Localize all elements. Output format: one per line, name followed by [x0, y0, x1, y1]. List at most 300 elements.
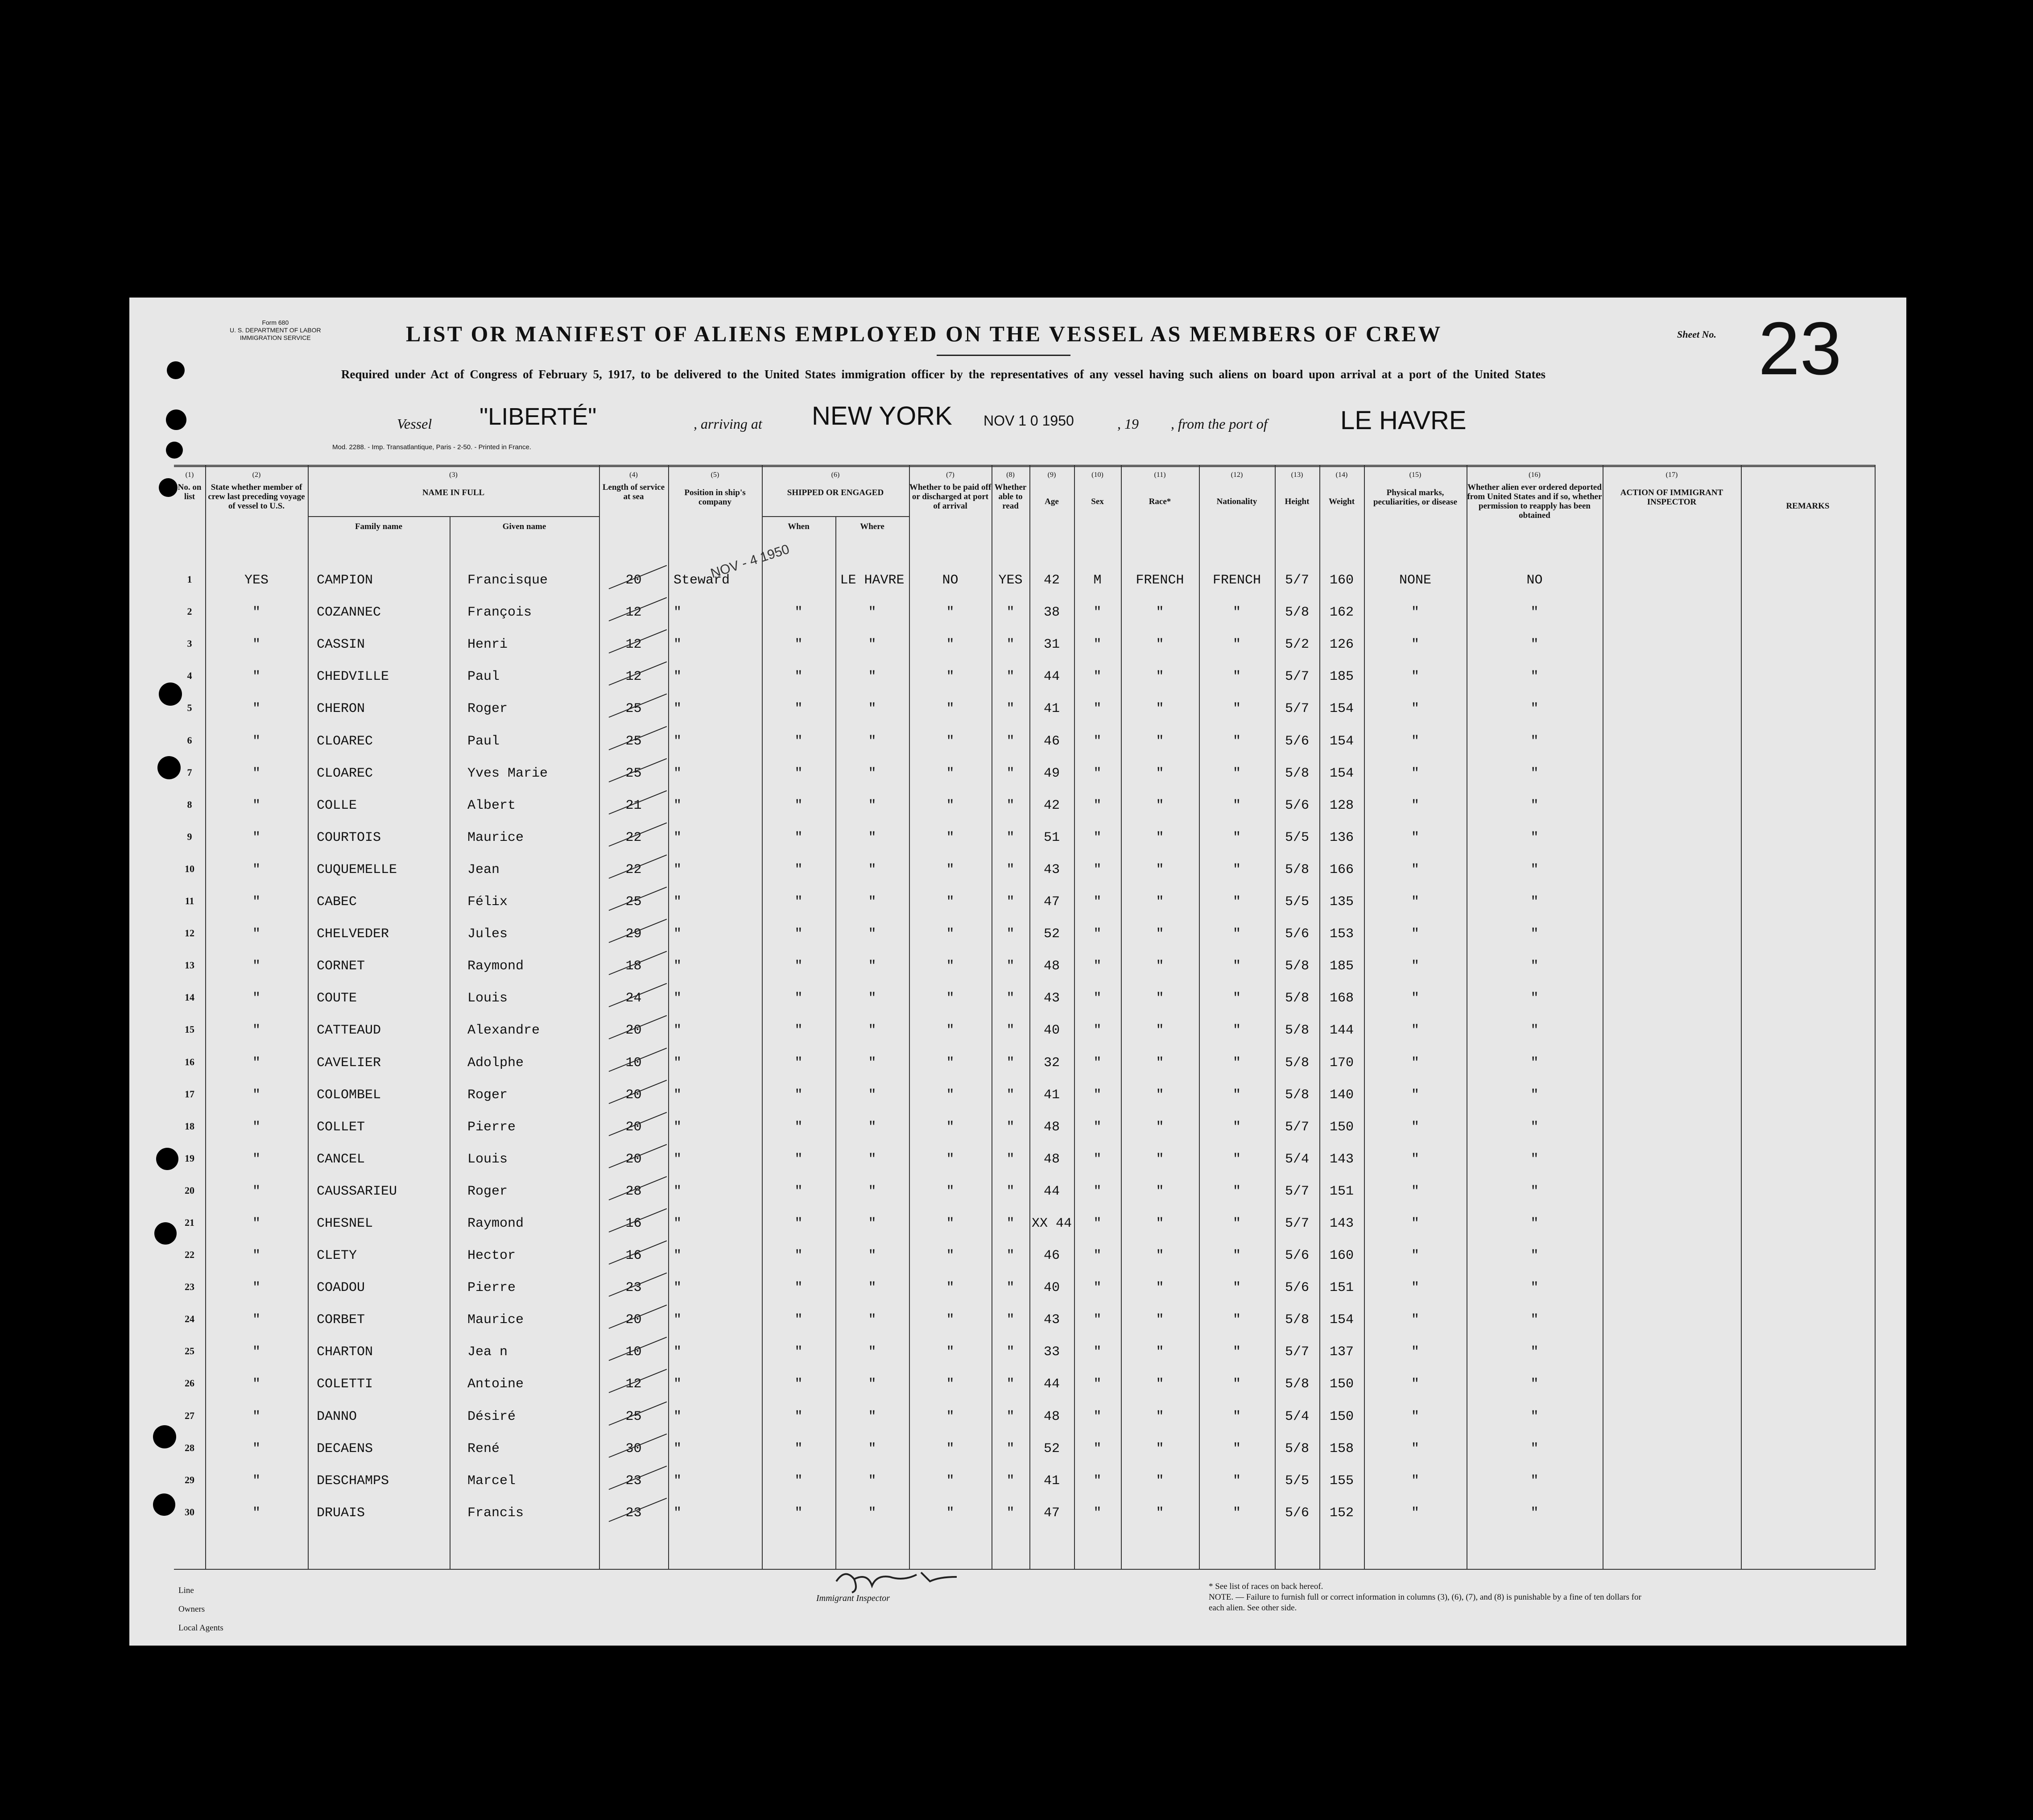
cell-nat: ": [1232, 1280, 1241, 1295]
cell-when: ": [794, 701, 803, 716]
cell-nat: ": [1232, 1088, 1241, 1103]
cell-position: ": [674, 1055, 682, 1071]
cell-where: ": [868, 894, 876, 910]
cell-weight: 185: [1329, 669, 1354, 684]
cell-position: ": [674, 959, 682, 974]
cell-height: 5/6: [1285, 1280, 1309, 1295]
cell-service: 20: [625, 1312, 642, 1328]
cell-service: 20: [625, 1023, 642, 1038]
department-name: U. S. DEPARTMENT OF LABOR: [230, 327, 321, 334]
cell-position: ": [674, 991, 682, 1006]
cell-age: 46: [1043, 1248, 1060, 1263]
column-number: (11): [1154, 471, 1166, 479]
cell-sex: ": [1093, 669, 1102, 684]
cell-where: ": [868, 862, 876, 877]
cell-race: ": [1156, 862, 1164, 877]
row-number: 5: [187, 702, 192, 713]
cell-prev: ": [252, 1280, 260, 1295]
cell-marks: ": [1411, 894, 1419, 910]
cell-sex: ": [1093, 1312, 1102, 1328]
cell-read: ": [1006, 1280, 1015, 1295]
header-prev-voyage: State whether member of crew last preceding voyage of vessel to U.S.: [208, 483, 305, 511]
row-number: 20: [185, 1185, 194, 1196]
cell-prev: ": [252, 701, 260, 716]
cell-service: 22: [625, 830, 642, 845]
cell-nat: ": [1232, 798, 1241, 813]
cell-given: Roger: [467, 1184, 508, 1199]
cell-marks: ": [1411, 959, 1419, 974]
cell-height: 5/6: [1285, 1506, 1309, 1521]
cell-when: ": [794, 734, 803, 749]
cell-paid: ": [946, 669, 955, 684]
cell-height: 5/7: [1285, 1344, 1309, 1360]
row-number: 25: [185, 1345, 194, 1357]
cell-position: ": [674, 862, 682, 877]
cell-paid: ": [946, 1023, 955, 1038]
cell-race: ": [1156, 1312, 1164, 1328]
cell-where: ": [868, 669, 876, 684]
cell-given: Louis: [467, 991, 508, 1006]
cell-sex: ": [1093, 1506, 1102, 1521]
cell-when: ": [794, 830, 803, 845]
row-number: 18: [185, 1121, 194, 1132]
header-shipped-when: When: [788, 522, 810, 531]
cell-sex: ": [1093, 862, 1102, 877]
row-number: 3: [187, 638, 192, 649]
column-number: (7): [946, 471, 955, 479]
cell-prev: ": [252, 1088, 260, 1103]
cell-paid: ": [946, 1120, 955, 1135]
cell-age: 41: [1043, 1473, 1060, 1489]
cell-paid: ": [946, 1216, 955, 1231]
cell-family: COLLET: [317, 1120, 365, 1135]
cell-given: Pierre: [467, 1280, 516, 1295]
cell-paid: ": [946, 1312, 955, 1328]
cell-race: ": [1156, 1473, 1164, 1489]
cell-race: ": [1156, 1280, 1164, 1295]
cell-given: Félix: [467, 894, 508, 910]
cell-when: ": [794, 1248, 803, 1263]
shipped-date-stamp: NOV - 4 1950: [709, 542, 791, 581]
header-shipped-where: Where: [860, 522, 884, 531]
row-number: 10: [185, 863, 194, 874]
owners-label: Owners: [178, 1605, 205, 1614]
cell-family: COLOMBEL: [317, 1088, 381, 1103]
cell-race: ": [1156, 927, 1164, 942]
cell-where: ": [868, 1409, 876, 1424]
cell-when: ": [794, 1441, 803, 1456]
cell-weight: 166: [1329, 862, 1354, 877]
cell-age: 43: [1043, 1312, 1060, 1328]
cell-where: ": [868, 1055, 876, 1071]
cell-height: 5/7: [1285, 573, 1309, 588]
cell-read: ": [1006, 959, 1015, 974]
cell-service: 25: [625, 766, 642, 781]
table-bottom-rule: [174, 1569, 1875, 1570]
cell-height: 5/8: [1285, 1377, 1309, 1392]
row-number: 6: [187, 735, 192, 746]
cell-height: 5/8: [1285, 959, 1309, 974]
cell-read: ": [1006, 1377, 1015, 1392]
cell-race: ": [1156, 1120, 1164, 1135]
column-number: (14): [1335, 471, 1348, 479]
cell-marks: ": [1411, 1055, 1419, 1071]
cell-when: ": [794, 1184, 803, 1199]
cell-family: CHARTON: [317, 1344, 373, 1360]
binder-hole: [159, 478, 178, 497]
row-number: 2: [187, 606, 192, 617]
cell-paid: ": [946, 830, 955, 845]
cell-weight: 160: [1329, 1248, 1354, 1263]
cell-height: 5/8: [1285, 1023, 1309, 1038]
cell-read: ": [1006, 1409, 1015, 1424]
cell-nat: ": [1232, 830, 1241, 845]
cell-deported: ": [1530, 1248, 1539, 1263]
cell-marks: ": [1411, 1120, 1419, 1135]
cell-marks: ": [1411, 1344, 1419, 1360]
cell-deported: ": [1530, 1409, 1539, 1424]
cell-weight: 144: [1329, 1023, 1354, 1038]
cell-position: ": [674, 605, 682, 620]
cell-where: ": [868, 1377, 876, 1392]
cell-position: ": [674, 1184, 682, 1199]
cell-nat: FRENCH: [1212, 573, 1261, 588]
cell-paid: ": [946, 766, 955, 781]
cell-deported: ": [1530, 894, 1539, 910]
cell-prev: ": [252, 1473, 260, 1489]
cell-marks: ": [1411, 991, 1419, 1006]
subtitle: Required under Act of Congress of February 5, 1917, to be delivered to the United States immigration officer by the representatives of any vessel having such aliens on board upon arrival at a port of the United States: [341, 368, 1546, 381]
cell-read: ": [1006, 1088, 1015, 1103]
cell-height: 5/5: [1285, 894, 1309, 910]
cell-nat: ": [1232, 1120, 1241, 1135]
cell-height: 5/8: [1285, 1312, 1309, 1328]
cell-height: 5/7: [1285, 701, 1309, 716]
cell-weight: 154: [1329, 1312, 1354, 1328]
cell-read: ": [1006, 1120, 1015, 1135]
cell-height: 5/7: [1285, 1216, 1309, 1231]
cell-age: 42: [1043, 573, 1060, 588]
cell-when: ": [794, 991, 803, 1006]
cell-read: ": [1006, 927, 1015, 942]
sheet-number: 23: [1758, 306, 1842, 390]
cell-paid: ": [946, 1409, 955, 1424]
cell-read: ": [1006, 1055, 1015, 1071]
cell-nat: ": [1232, 701, 1241, 716]
cell-given: Louis: [467, 1152, 508, 1167]
cell-when: ": [794, 1120, 803, 1135]
cell-nat: ": [1232, 1506, 1241, 1521]
cell-weight: 154: [1329, 734, 1354, 749]
cell-age: 41: [1043, 1088, 1060, 1103]
cell-marks: ": [1411, 605, 1419, 620]
cell-age: 43: [1043, 862, 1060, 877]
table-top-rule: [174, 466, 1875, 467]
cell-where: ": [868, 1152, 876, 1167]
cell-race: ": [1156, 1184, 1164, 1199]
cell-when: ": [794, 1312, 803, 1328]
cell-prev: ": [252, 1312, 260, 1328]
cell-prev: ": [252, 1184, 260, 1199]
cell-marks: ": [1411, 637, 1419, 652]
cell-deported: ": [1530, 637, 1539, 652]
cell-given: Jules: [467, 927, 508, 942]
cell-height: 5/6: [1285, 798, 1309, 813]
cell-given: Francis: [467, 1506, 524, 1521]
cell-given: Paul: [467, 734, 500, 749]
cell-where: ": [868, 1216, 876, 1231]
cell-sex: ": [1093, 701, 1102, 716]
cell-marks: ": [1411, 701, 1419, 716]
cell-marks: ": [1411, 927, 1419, 942]
cell-marks: ": [1411, 1473, 1419, 1489]
cell-race: ": [1156, 637, 1164, 652]
header-length-of-service: Length of service at sea: [602, 483, 665, 501]
cell-weight: 153: [1329, 927, 1354, 942]
cell-position: ": [674, 1088, 682, 1103]
row-number: 17: [185, 1088, 194, 1100]
cell-marks: ": [1411, 798, 1419, 813]
cell-family: DRUAIS: [317, 1506, 365, 1521]
cell-where: ": [868, 1248, 876, 1263]
cell-height: 5/7: [1285, 1184, 1309, 1199]
cell-marks: ": [1411, 1280, 1419, 1295]
cell-race: ": [1156, 894, 1164, 910]
vessel-name: "LIBERTÉ": [479, 403, 597, 430]
cell-sex: M: [1093, 573, 1102, 588]
cell-service: 28: [625, 1184, 642, 1199]
cell-prev: ": [252, 927, 260, 942]
cell-weight: 150: [1329, 1120, 1354, 1135]
cell-family: CORBET: [317, 1312, 365, 1328]
cell-age: 40: [1043, 1280, 1060, 1295]
cell-nat: ": [1232, 991, 1241, 1006]
cell-nat: ": [1232, 1055, 1241, 1071]
cell-given: Maurice: [467, 830, 524, 845]
cell-age: 41: [1043, 701, 1060, 716]
cell-paid: ": [946, 605, 955, 620]
cell-where: ": [868, 798, 876, 813]
cell-prev: ": [252, 1377, 260, 1392]
cell-sex: ": [1093, 1216, 1102, 1231]
cell-service: 25: [625, 1409, 642, 1424]
header-shipped-engaged: SHIPPED OR ENGAGED: [787, 488, 884, 497]
cell-nat: ": [1232, 1377, 1241, 1392]
cell-given: Marcel: [467, 1473, 516, 1489]
cell-when: ": [794, 798, 803, 813]
cell-service: 12: [625, 669, 642, 684]
cell-race: FRENCH: [1136, 573, 1184, 588]
cell-age: 51: [1043, 830, 1060, 845]
cell-when: ": [794, 1377, 803, 1392]
cell-service: 25: [625, 734, 642, 749]
cell-where: ": [868, 1506, 876, 1521]
cell-marks: ": [1411, 1312, 1419, 1328]
cell-weight: 150: [1329, 1377, 1354, 1392]
races-note: * See list of races on back hereof.: [1209, 1582, 1323, 1591]
cell-weight: 140: [1329, 1088, 1354, 1103]
header-paid-off: Whether to be paid off or discharged at port of arrival: [909, 483, 992, 511]
name-subheader-rule: [308, 516, 599, 517]
cell-age: 38: [1043, 605, 1060, 620]
column-number: (13): [1291, 471, 1303, 479]
cell-race: ": [1156, 1248, 1164, 1263]
penalty-note: [1209, 1592, 1655, 1613]
cell-given: Raymond: [467, 959, 524, 974]
cell-given: Roger: [467, 701, 508, 716]
cell-when: ": [794, 1506, 803, 1521]
cell-when: ": [794, 1409, 803, 1424]
header-race: Race*: [1149, 497, 1171, 506]
cell-family: COURTOIS: [317, 830, 381, 845]
cell-prev: ": [252, 1248, 260, 1263]
crew-table: [174, 465, 1887, 1570]
cell-nat: ": [1232, 1023, 1241, 1038]
column-number: (12): [1231, 471, 1243, 479]
cell-prev: ": [252, 766, 260, 781]
cell-deported: ": [1530, 1506, 1539, 1521]
cell-given: Désiré: [467, 1409, 516, 1424]
cell-read: ": [1006, 1152, 1015, 1167]
note-label: NOTE. —: [1209, 1592, 1244, 1602]
column-number: (10): [1091, 471, 1103, 479]
cell-sex: ": [1093, 830, 1102, 845]
cell-deported: NO: [1526, 573, 1543, 588]
cell-deported: ": [1530, 1152, 1539, 1167]
cell-deported: ": [1530, 701, 1539, 716]
cell-position: ": [674, 798, 682, 813]
cell-when: ": [794, 894, 803, 910]
cell-nat: ": [1232, 959, 1241, 974]
cell-marks: ": [1411, 669, 1419, 684]
cell-service: 12: [625, 605, 642, 620]
cell-when: ": [794, 1473, 803, 1489]
cell-weight: 170: [1329, 1055, 1354, 1071]
cell-age: 48: [1043, 1409, 1060, 1424]
cell-position: ": [674, 1409, 682, 1424]
cell-read: ": [1006, 1216, 1015, 1231]
cell-sex: ": [1093, 1280, 1102, 1295]
cell-family: CORNET: [317, 959, 365, 974]
cell-service: 16: [625, 1216, 642, 1231]
cell-where: ": [868, 1312, 876, 1328]
cell-weight: 150: [1329, 1409, 1354, 1424]
cell-family: DECAENS: [317, 1441, 373, 1456]
cell-race: ": [1156, 1377, 1164, 1392]
cell-paid: ": [946, 1184, 955, 1199]
cell-race: ": [1156, 798, 1164, 813]
cell-where: ": [868, 830, 876, 845]
binder-hole: [154, 1222, 177, 1245]
from-port: LE HAVRE: [1340, 406, 1467, 435]
row-number: 21: [185, 1217, 194, 1228]
cell-read: ": [1006, 766, 1015, 781]
cell-paid: ": [946, 894, 955, 910]
cell-sex: ": [1093, 927, 1102, 942]
vessel-label: Vessel: [397, 416, 432, 432]
cell-family: CHEDVILLE: [317, 669, 389, 684]
cell-position: ": [674, 734, 682, 749]
cell-weight: 168: [1329, 991, 1354, 1006]
cell-deported: ": [1530, 1088, 1539, 1103]
cell-family: CLOAREC: [317, 734, 373, 749]
cell-where: ": [868, 1344, 876, 1360]
cell-given: Jean: [467, 862, 500, 877]
cell-position: ": [674, 1506, 682, 1521]
cell-paid: ": [946, 1473, 955, 1489]
cell-marks: ": [1411, 1152, 1419, 1167]
cell-family: DESCHAMPS: [317, 1473, 389, 1489]
binder-hole: [167, 361, 185, 379]
row-number: 30: [185, 1506, 194, 1518]
cell-when: ": [794, 927, 803, 942]
cell-sex: ": [1093, 1055, 1102, 1071]
row-number: 15: [185, 1024, 194, 1035]
from-port-label: , from the port of: [1171, 416, 1268, 432]
cell-paid: ": [946, 1088, 955, 1103]
cell-age: 52: [1043, 1441, 1060, 1456]
cell-family: CABEC: [317, 894, 357, 910]
cell-deported: ": [1530, 862, 1539, 877]
cell-weight: 151: [1329, 1280, 1354, 1295]
cell-weight: 155: [1329, 1473, 1354, 1489]
cell-service: 10: [625, 1344, 642, 1360]
cell-position: ": [674, 830, 682, 845]
form-number: Form 680: [262, 319, 289, 326]
inspector-signature: [827, 1564, 961, 1597]
cell-race: ": [1156, 991, 1164, 1006]
cell-where: ": [868, 991, 876, 1006]
cell-position: ": [674, 1152, 682, 1167]
cell-when: ": [794, 637, 803, 652]
year-label: , 19: [1117, 416, 1139, 432]
cell-prev: ": [252, 669, 260, 684]
cell-read: ": [1006, 1023, 1015, 1038]
cell-nat: ": [1232, 1216, 1241, 1231]
cell-where: ": [868, 701, 876, 716]
cell-given: Paul: [467, 669, 500, 684]
cell-deported: ": [1530, 1473, 1539, 1489]
service-name: IMMIGRATION SERVICE: [240, 334, 311, 341]
cell-marks: ": [1411, 1184, 1419, 1199]
cell-age: 31: [1043, 637, 1060, 652]
column-number: (9): [1047, 471, 1056, 479]
cell-where: ": [868, 959, 876, 974]
header-given-name: Given name: [502, 522, 546, 531]
cell-read: ": [1006, 830, 1015, 845]
cell-service: 20: [625, 1088, 642, 1103]
cell-deported: ": [1530, 1216, 1539, 1231]
cell-age: 49: [1043, 766, 1060, 781]
cell-age: 40: [1043, 1023, 1060, 1038]
cell-position: ": [674, 1023, 682, 1038]
cell-nat: ": [1232, 894, 1241, 910]
row-number: 19: [185, 1153, 194, 1164]
column-number: (3): [449, 471, 458, 479]
cell-given: Roger: [467, 1088, 508, 1103]
cell-weight: 151: [1329, 1184, 1354, 1199]
cell-age: XX 44: [1031, 1216, 1072, 1231]
cell-service: 20: [625, 1152, 642, 1167]
cell-weight: 136: [1329, 830, 1354, 845]
cell-height: 5/8: [1285, 862, 1309, 877]
cell-service: 20: [625, 1120, 642, 1135]
cell-nat: ": [1232, 1409, 1241, 1424]
arriving-label: , arriving at: [694, 416, 762, 432]
cell-race: ": [1156, 1441, 1164, 1456]
column-number: (15): [1409, 471, 1421, 479]
cell-deported: ": [1530, 959, 1539, 974]
